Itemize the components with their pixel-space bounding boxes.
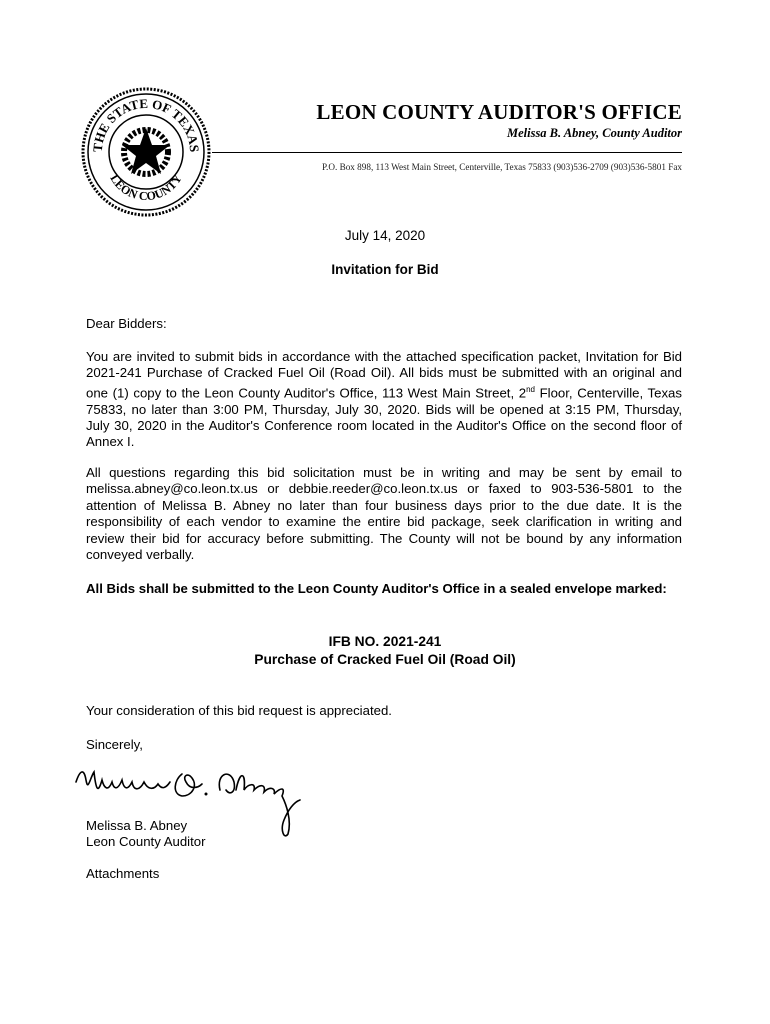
signer-title: Leon County Auditor (86, 834, 206, 849)
auditor-subtitle: Melissa B. Abney, County Auditor (506, 126, 682, 140)
ifb-title: Purchase of Cracked Fuel Oil (Road Oil) (254, 652, 516, 667)
letterhead-divider (212, 152, 682, 153)
office-address: P.O. Box 898, 113 West Main Street, Centerville, Texas 75833 (903)536-2709 (903)536-5801 Fax (321, 162, 682, 172)
letter-date: July 14, 2020 (344, 228, 426, 243)
office-title: LEON COUNTY AUDITOR'S OFFICE (316, 100, 682, 124)
paragraph-invitation-part1: You are invited to submit bids in accordance with the attached specification packet, Invitation for Bid 2021-241 Purchase of Cracked Fuel Oil (Road Oil). All bids must be submitted with an original and one (1) copy to the Leon County Auditor's Office, 113 West Main Street, 2 (86, 349, 682, 401)
paragraph-submission: All Bids shall be submitted to the Leon County Auditor's Office in a sealed envelope marked: (86, 581, 667, 596)
ordinal-suffix: nd (526, 384, 535, 394)
county-seal-logo (80, 86, 212, 218)
closing-thanks: Your consideration of this bid request is appreciated. (86, 703, 392, 718)
enclosure-note: Attachments (86, 866, 160, 881)
paragraph-invitation-part2: Floor, Centerville, Texas 75833, no later than 3:00 PM, Thursday, July 30, 2020. Bids will be opened at 3:15 PM, Thursday, July 30, 2020 in the Auditor's Conference room located in the Auditor's Office on the second floor of Annex I. (86, 385, 682, 450)
closing-sincerely: Sincerely, (86, 737, 143, 752)
paragraph-invitation (86, 349, 682, 451)
letter-heading: Invitation for Bid (331, 262, 439, 277)
svg-text:THE STATE OF TEXAS: THE STATE OF TEXAS (89, 95, 203, 153)
svg-text:LEON COUNTY: LEON COUNTY (107, 171, 185, 204)
ifb-number: IFB NO. 2021-241 (328, 634, 442, 649)
signer-name: Melissa B. Abney (86, 818, 188, 833)
salutation: Dear Bidders: (86, 316, 167, 331)
paragraph-questions: All questions regarding this bid solicitation must be in writing and may be sent by email to melissa.abney@co.leon.tx.us or debbie.reeder@co.leon.tx.us or faxed to 903-536-5801 to the attention of Melissa B. Abney no later than four business days prior to the due date. It is the responsibility of each vendor to examine the entire bid package, seek clarification in writing and review their bid for accuracy before submitting. The County will not be bound by any information conveyed verbally. (86, 465, 682, 563)
